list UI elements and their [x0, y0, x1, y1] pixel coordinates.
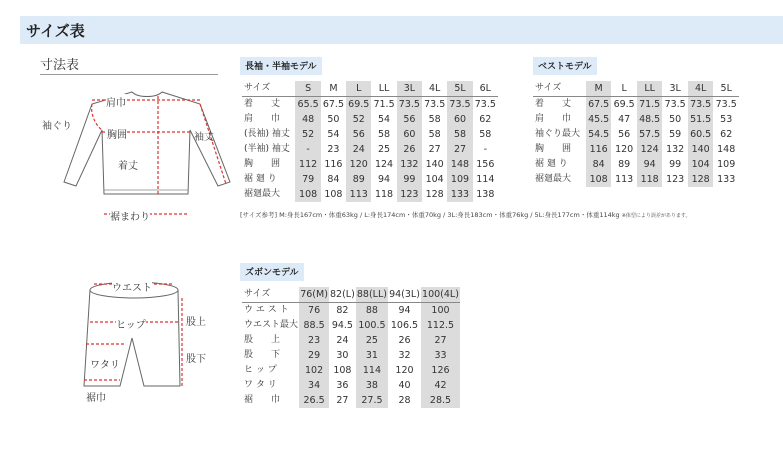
table-cell: 53	[720, 114, 733, 125]
table-cell: 120	[346, 157, 371, 172]
table-cell: 24	[336, 335, 349, 346]
table-cell: 48	[295, 112, 320, 127]
table-cell: 31	[356, 348, 388, 363]
table-cell: ウエスト最大	[244, 320, 299, 330]
table-header-cell: 88(LL)	[356, 287, 388, 303]
length-label: 着丈	[118, 157, 138, 172]
table-header-cell: 3L	[397, 81, 422, 97]
table-cell: 69.5	[613, 99, 635, 110]
table-header-cell: L	[611, 81, 637, 97]
rise-label: 股上	[186, 317, 206, 328]
armhole-label: 袖ぐり	[42, 121, 72, 132]
table-cell: 126	[421, 363, 460, 378]
table-cell: 73.5	[474, 99, 496, 110]
table-cell: 肩 巾	[535, 114, 572, 124]
page-title: サイズ表	[26, 22, 85, 40]
table-cell: 84	[327, 174, 340, 185]
table-cell: 58	[428, 129, 441, 140]
table-cell: 25	[378, 144, 391, 155]
pants-model-label: ズボンモデル	[240, 263, 304, 281]
table-cell: 28.5	[421, 393, 460, 408]
table-cell: 42	[421, 378, 460, 393]
table-cell: (半袖) 袖丈	[244, 144, 290, 154]
table-cell: 140	[425, 159, 444, 170]
hem-width-label: 裾巾	[86, 393, 106, 404]
waist-label: ウエスト	[112, 279, 152, 294]
table-cell: 108	[586, 172, 612, 187]
table-cell: 128	[688, 172, 714, 187]
table-cell: 99	[669, 159, 682, 170]
table-cell: (長袖) 袖丈	[244, 129, 290, 139]
table-cell: 58	[479, 129, 492, 140]
table-cell: 胸 囲	[244, 159, 281, 169]
table-cell: 65.5	[295, 97, 320, 113]
table-cell: 112.5	[421, 318, 460, 333]
section-divider	[40, 74, 218, 75]
sleeve-measure	[200, 104, 226, 184]
table-cell: 112	[295, 157, 320, 172]
table-cell: 118	[374, 189, 394, 200]
table-cell: ワ タ リ	[244, 380, 277, 390]
table-row	[242, 393, 460, 408]
table-cell: 106.5	[390, 320, 419, 331]
table-cell: 84	[586, 157, 612, 172]
table-header-cell: M	[321, 81, 346, 97]
pants-outline	[84, 290, 180, 386]
table-cell: 30	[336, 350, 349, 361]
table-cell: 123	[666, 174, 685, 185]
table-cell: 109	[717, 159, 736, 170]
vest-model-label: ベストモデル	[533, 57, 597, 75]
table-cell: 52	[295, 127, 320, 142]
table-cell: 71.5	[373, 99, 395, 110]
table-cell: 股 下	[244, 350, 281, 360]
table-cell: 67.5	[322, 99, 344, 110]
table-cell: 120	[615, 144, 634, 155]
table-cell: 28	[398, 395, 411, 406]
table-cell: 裾 巾	[244, 395, 281, 405]
table-cell: 108	[333, 365, 352, 376]
table-cell: 148	[447, 157, 472, 172]
table-cell: 138	[476, 189, 495, 200]
table-header-cell: 5L	[713, 81, 739, 97]
table-header-cell: サイズ	[242, 287, 299, 303]
long-sleeve-model-label: 長袖・半袖モデル	[240, 57, 322, 75]
table-cell: 148	[717, 144, 736, 155]
table-cell: 29	[299, 348, 329, 363]
table-cell: 102	[299, 363, 329, 378]
table-cell: 60	[397, 127, 422, 142]
table-cell: 71.5	[637, 97, 663, 113]
pants-size-table	[242, 287, 460, 408]
table-cell: 108	[295, 187, 320, 202]
table-cell: 56	[397, 112, 422, 127]
table-header-cell: M	[586, 81, 612, 97]
table-cell: 109	[447, 172, 472, 187]
table-cell: 27	[336, 395, 349, 406]
table-cell: 108	[324, 189, 343, 200]
table-cell: -	[483, 144, 488, 155]
table-cell: 58	[447, 127, 472, 142]
table-cell: 27	[428, 144, 441, 155]
table-cell: 79	[295, 172, 320, 187]
table-cell: 113	[615, 174, 634, 185]
hem-label: 裾まわり	[110, 208, 150, 223]
table-header-cell: L	[346, 81, 371, 97]
table-cell: 肩 巾	[244, 114, 281, 124]
size-reference-note	[240, 210, 691, 219]
table-cell: 123	[397, 187, 422, 202]
table-cell: 88	[356, 303, 388, 319]
table-cell: 124	[637, 142, 663, 157]
table-cell: 94	[637, 157, 663, 172]
table-cell: 股 上	[244, 335, 281, 345]
table-header-row	[242, 287, 460, 303]
table-cell: 89	[618, 159, 631, 170]
table-cell: 34	[299, 378, 329, 393]
table-header-cell: 82(L)	[329, 287, 356, 303]
shirt-outline	[64, 92, 230, 194]
table-row	[242, 318, 460, 333]
table-header-cell: 4L	[422, 81, 447, 97]
table-cell: 73.5	[688, 97, 714, 113]
table-cell: 58	[378, 129, 391, 140]
table-cell: 51.5	[688, 112, 714, 127]
table-cell: 54	[327, 129, 340, 140]
table-cell: 54	[378, 114, 391, 125]
table-cell: 94	[398, 305, 411, 316]
table-cell: 73.5	[397, 97, 422, 113]
table-cell: 132	[397, 157, 422, 172]
table-row	[242, 348, 460, 363]
section-title: 寸法表	[40, 58, 80, 73]
table-cell: 26	[398, 335, 411, 346]
table-row	[242, 157, 498, 172]
table-header-cell: 94(3L)	[388, 287, 421, 303]
table-row	[533, 127, 739, 142]
table-cell: 99	[397, 172, 422, 187]
table-cell: 67.5	[586, 97, 612, 113]
table-cell: 25	[356, 333, 388, 348]
hip-label: ヒップ	[116, 316, 146, 331]
table-cell: 62	[720, 129, 733, 140]
table-row	[533, 112, 739, 127]
table-cell: 50	[669, 114, 682, 125]
table-header-row	[242, 81, 498, 97]
table-cell: 裾 廻 り	[535, 159, 568, 169]
table-row	[242, 112, 498, 127]
table-cell: 104	[688, 157, 714, 172]
table-cell: 56	[346, 127, 371, 142]
table-row	[242, 142, 498, 157]
armhole-measure	[92, 104, 102, 130]
table-cell: 76	[299, 303, 329, 319]
table-cell: 128	[425, 189, 444, 200]
table-row	[533, 172, 739, 187]
table-cell: 45.5	[586, 112, 612, 127]
table-cell: 88.5	[299, 318, 329, 333]
table-cell: 89	[346, 172, 371, 187]
thigh-label: ワタリ	[90, 356, 120, 371]
table-cell: 73.5	[715, 99, 737, 110]
table-row	[242, 378, 460, 393]
table-cell: 54.5	[586, 127, 612, 142]
table-cell: 27	[447, 142, 472, 157]
table-row	[242, 97, 498, 113]
table-row	[533, 97, 739, 113]
table-cell: 116	[324, 159, 343, 170]
shoulder-label: 肩巾	[106, 94, 126, 109]
table-row	[242, 363, 460, 378]
table-header-row	[533, 81, 739, 97]
table-cell: 60.5	[688, 127, 714, 142]
table-cell: 26.5	[299, 393, 329, 408]
table-cell: 32	[398, 350, 411, 361]
table-cell: 94.5	[331, 320, 353, 331]
table-cell: 48.5	[637, 112, 663, 127]
table-row	[242, 303, 460, 319]
table-row	[533, 157, 739, 172]
table-row	[242, 127, 498, 142]
table-header-cell: 6L	[473, 81, 498, 97]
table-row	[533, 142, 739, 157]
table-cell: 40	[398, 380, 411, 391]
size-reference-text: [サイズ参考] M:身長167cm・体重63kg / L:身長174cm・体重70kg / 3L:身長183cm・体重76kg / 5L:身長177cm・体重114kg	[240, 211, 620, 219]
table-cell: 27	[421, 333, 460, 348]
table-header-cell: 76(M)	[299, 287, 329, 303]
sleeve-label: 袖丈	[194, 132, 214, 143]
table-cell: 着 丈	[244, 99, 281, 109]
table-row	[242, 172, 498, 187]
table-cell: 胸 囲	[535, 144, 572, 154]
table-cell: 69.5	[346, 97, 371, 113]
table-header-cell: 100(4L)	[421, 287, 460, 303]
table-cell: 94	[378, 174, 391, 185]
table-cell: 47	[618, 114, 631, 125]
table-cell: 50	[327, 114, 340, 125]
inseam-label: 股下	[186, 354, 206, 365]
table-header-cell: 4L	[688, 81, 714, 97]
table-header-cell: S	[295, 81, 320, 97]
table-cell: 100	[421, 303, 460, 319]
table-cell: 133	[447, 187, 472, 202]
table-cell: 60	[447, 112, 472, 127]
table-cell: 58	[428, 114, 441, 125]
page-header	[20, 16, 783, 44]
table-cell: 52	[346, 112, 371, 127]
table-row	[242, 333, 460, 348]
table-cell: 133	[717, 174, 736, 185]
table-cell: 73.5	[664, 99, 686, 110]
table-cell: -	[295, 142, 320, 157]
table-cell: 62	[479, 114, 492, 125]
table-cell: 38	[356, 378, 388, 393]
table-cell: 23	[299, 333, 329, 348]
table-cell: 114	[476, 174, 495, 185]
table-header-cell: LL	[371, 81, 396, 97]
table-cell: 59	[669, 129, 682, 140]
table-cell: 袖ぐり最大	[535, 129, 581, 139]
table-cell: 着 丈	[535, 99, 572, 109]
vest-size-table	[533, 81, 739, 187]
table-cell: 57.5	[637, 127, 663, 142]
table-cell: 100.5	[356, 318, 388, 333]
table-cell: 140	[688, 142, 714, 157]
long-sleeve-size-table	[242, 81, 498, 202]
table-header-cell: サイズ	[242, 81, 295, 97]
table-cell: 56	[618, 129, 631, 140]
table-cell: 33	[421, 348, 460, 363]
table-header-cell: LL	[637, 81, 663, 97]
table-cell: 82	[336, 305, 349, 316]
table-cell: 24	[346, 142, 371, 157]
table-cell: ヒ ッ プ	[244, 365, 277, 375]
table-cell: 23	[327, 144, 340, 155]
chest-label: 胸囲	[107, 126, 127, 141]
table-cell: 124	[374, 159, 394, 170]
table-cell: 116	[586, 142, 612, 157]
table-header-cell: 3L	[662, 81, 688, 97]
table-header-cell: サイズ	[533, 81, 586, 97]
table-cell: 120	[395, 365, 414, 376]
table-cell: 113	[346, 187, 371, 202]
table-row	[242, 187, 498, 202]
table-cell: 裾廻最大	[535, 174, 572, 184]
table-cell: 26	[397, 142, 422, 157]
table-cell: 118	[637, 172, 663, 187]
table-header-cell: 5L	[447, 81, 472, 97]
table-cell: 104	[425, 174, 444, 185]
table-cell: 156	[476, 159, 495, 170]
pants-diagram	[70, 276, 220, 406]
table-cell: 132	[666, 144, 685, 155]
table-cell: 裾廻最大	[244, 189, 281, 199]
table-cell: 裾 廻 り	[244, 174, 277, 184]
table-cell: 73.5	[447, 97, 472, 113]
table-cell: ウ エ ス ト	[244, 305, 289, 315]
table-cell: 114	[356, 363, 388, 378]
table-cell: 36	[336, 380, 349, 391]
table-cell: 27.5	[356, 393, 388, 408]
table-cell: 73.5	[424, 99, 446, 110]
size-reference-disclaimer: ※体型により誤差があります。	[621, 213, 691, 219]
